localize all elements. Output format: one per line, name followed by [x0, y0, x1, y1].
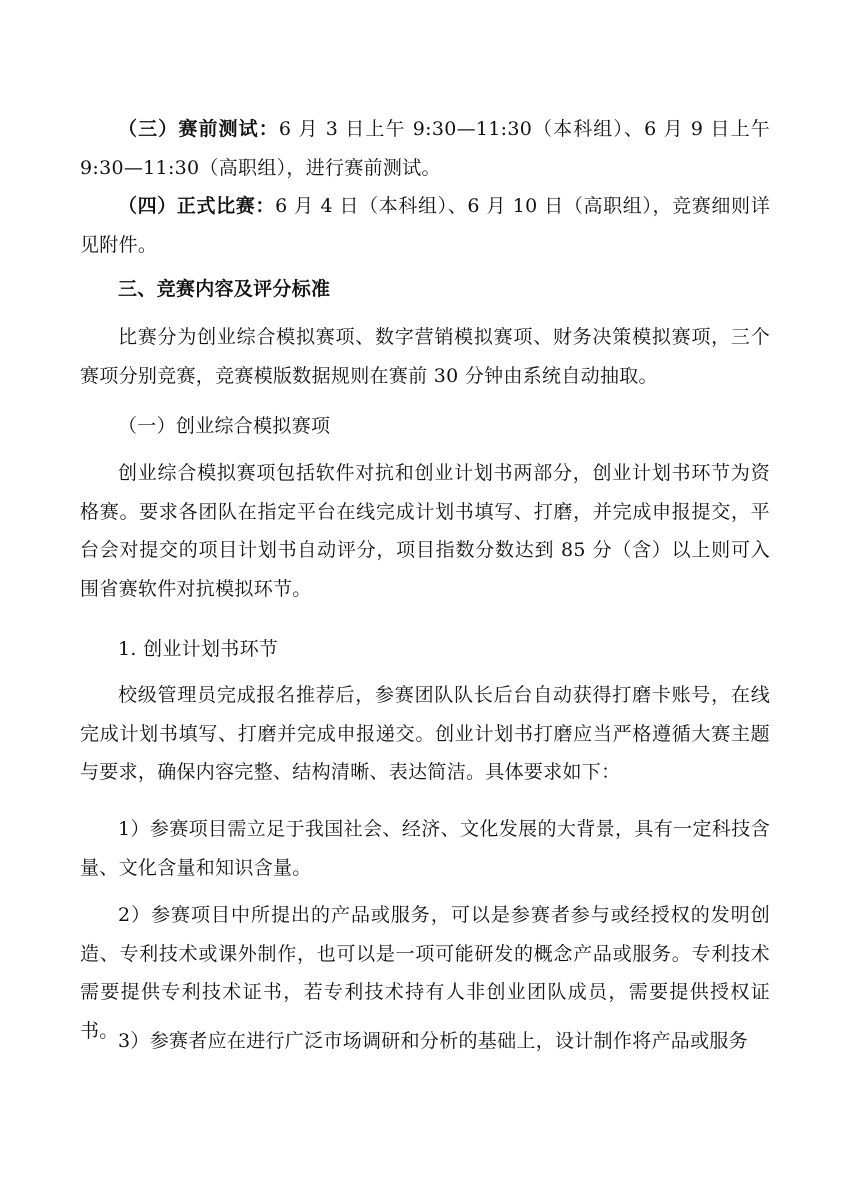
paragraph-item-1: 校级管理员完成报名推荐后，参赛团队队长后台自动获得打磨卡账号，在线完成计划书填写、打磨并完成申报递交。创业计划书打磨应当严格遵循大赛主题与要求，确保内容完整、结构清晰、表达简洁。具体要求如下：: [80, 684, 770, 783]
requirement-2: 2）参赛项目中所提出的产品或服务，可以是参赛者参与或经授权的发明创造、专利技术或课外制作，也可以是一项可能研发的概念产品或服务。专利技术需要提供专利技术证书，若专利技术持有人非创业团队成员，需要提供授权证书。: [80, 904, 770, 1042]
requirement-3: 3）参赛者应在进行广泛市场调研和分析的基础上，设计制作将产品或服务: [118, 1030, 748, 1052]
section-3-heading: 三、竞赛内容及评分标准: [118, 278, 331, 300]
item-1-heading: 1. 创业计划书环节: [118, 638, 279, 660]
paragraph-final-competition: [80, 187, 770, 264]
paragraph-subsection-1: 创业综合模拟赛项包括软件对抗和创业计划书两部分，创业计划书环节为资格赛。要求各团队在指定平台在线完成计划书填写、打磨，并完成申报提交，平台会对提交的项目计划书自动评分，项目指数分数达到 85 分（含）以上则可入围省赛软件对抗模拟环节。: [80, 462, 770, 600]
paragraph-intro: 比赛分为创业综合模拟赛项、数字营销模拟赛项、财务决策模拟赛项，三个赛项分别竞赛，竞赛模版数据规则在赛前 30 分钟由系统自动抽取。: [80, 326, 770, 387]
final-label: （四）正式比赛：: [118, 195, 276, 217]
requirement-1: 1）参赛项目需立足于我国社会、经济、文化发展的大背景，具有一定科技含量、文化含量和知识含量。: [80, 818, 770, 879]
paragraph-pretest: [80, 110, 770, 187]
pretest-text: 6 月 3 日上午 9:30—11:30（本科组）、6 月 9 日上午 9:30—11:30（高职组），进行赛前测试。: [80, 118, 770, 179]
pretest-label: （三）赛前测试：: [118, 118, 279, 140]
final-text: 6 月 4 日（本科组）、6 月 10 日（高职组），竞赛细则详见附件。: [80, 195, 770, 256]
subsection-1-heading: （一）创业综合模拟赛项: [118, 415, 331, 437]
